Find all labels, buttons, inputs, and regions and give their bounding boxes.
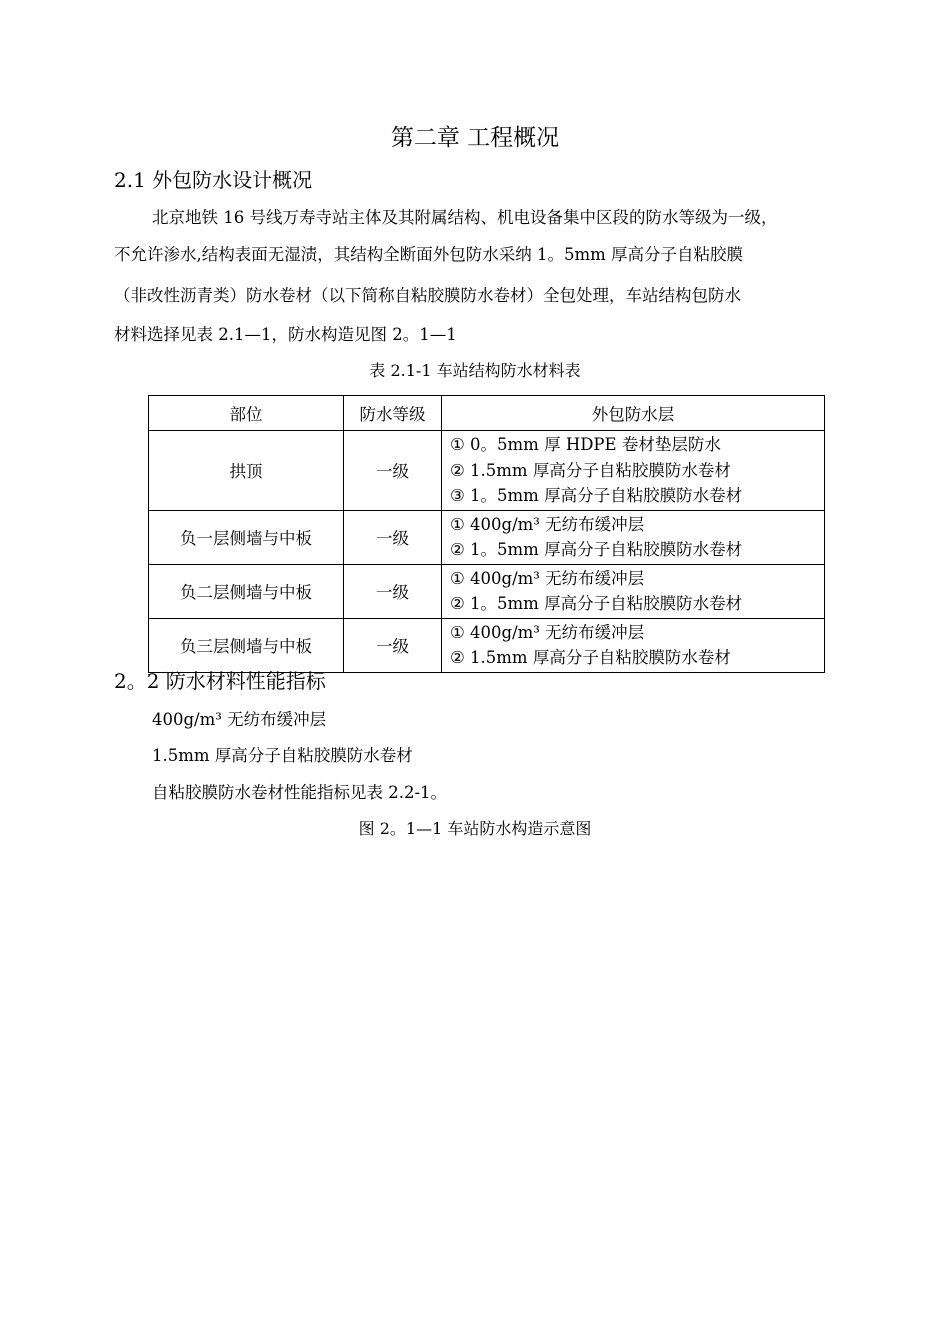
cell-grade: 一级 — [344, 431, 442, 511]
cell-part: 负三层侧墙与中板 — [149, 618, 344, 672]
table-header-row — [149, 396, 825, 431]
layer-item: ① 400g/m³ 无纺布缓冲层 — [450, 568, 645, 588]
section-heading-2-1: 2.1 外包防水设计概况 — [114, 168, 313, 192]
cell-grade: 一级 — [344, 564, 442, 618]
table-row — [149, 431, 825, 511]
layer-item: ② 1。5mm 厚高分子自粘胶膜防水卷材 — [450, 540, 743, 559]
chapter-title: 第二章 工程概况 — [390, 125, 560, 151]
paragraph-line-4: 材料选择见表 2.1—1，防水构造见图 2。1—1 — [114, 325, 457, 344]
cell-layers — [442, 618, 825, 672]
paragraph-line-2: 不允许渗水,结构表面无湿渍，其结构全断面外包防水采纳 1。5mm 厚高分子自粘胶膜 — [114, 245, 744, 264]
cell-layers — [442, 431, 825, 511]
cell-grade: 一级 — [344, 510, 442, 564]
table-caption: 表 2.1-1 车站结构防水材料表 — [369, 361, 581, 380]
table-row — [149, 510, 825, 564]
cell-layers — [442, 510, 825, 564]
spec-line-3: 自粘胶膜防水卷材性能指标见表 2.2-1。 — [152, 783, 448, 802]
header-layers: 外包防水层 — [442, 396, 825, 431]
layer-item: ② 1.5mm 厚高分子自粘胶膜防水卷材 — [450, 460, 731, 480]
table-row — [149, 618, 825, 672]
header-part: 部位 — [149, 396, 344, 431]
spec-line-2: 1.5mm 厚高分子自粘胶膜防水卷材 — [152, 746, 413, 765]
cell-part: 负一层侧墙与中板 — [149, 510, 344, 564]
cell-layers — [442, 564, 825, 618]
layer-item: ③ 1。5mm 厚高分子自粘胶膜防水卷材 — [450, 486, 743, 505]
layer-item: ① 0。5mm 厚 HDPE 卷材垫层防水 — [450, 435, 721, 454]
spec-line-1: 400g/m³ 无纺布缓冲层 — [152, 710, 327, 729]
header-grade: 防水等级 — [344, 396, 442, 431]
figure-caption: 图 2。1—1 车站防水构造示意图 — [358, 819, 592, 838]
layer-item: ① 400g/m³ 无纺布缓冲层 — [450, 514, 645, 534]
paragraph-line-3: （非改性沥青类）防水卷材（以下简称自粘胶膜防水卷材）全包处理，车站结构包防水 — [114, 286, 741, 305]
materials-table — [148, 395, 825, 673]
table-row — [149, 564, 825, 618]
layer-item: ② 1.5mm 厚高分子自粘胶膜防水卷材 — [450, 648, 731, 667]
paragraph-line-1: 北京地铁 16 号线万寿寺站主体及其附属结构、机电设备集中区段的防水等级为一级， — [152, 208, 778, 227]
cell-part: 负二层侧墙与中板 — [149, 564, 344, 618]
cell-grade: 一级 — [344, 618, 442, 672]
layer-item: ① 400g/m³ 无纺布缓冲层 — [450, 622, 645, 642]
cell-part: 拱顶 — [149, 431, 344, 511]
layer-item: ② 1。5mm 厚高分子自粘胶膜防水卷材 — [450, 594, 743, 613]
section-heading-2-2: 2。2 防水材料性能指标 — [114, 669, 326, 693]
